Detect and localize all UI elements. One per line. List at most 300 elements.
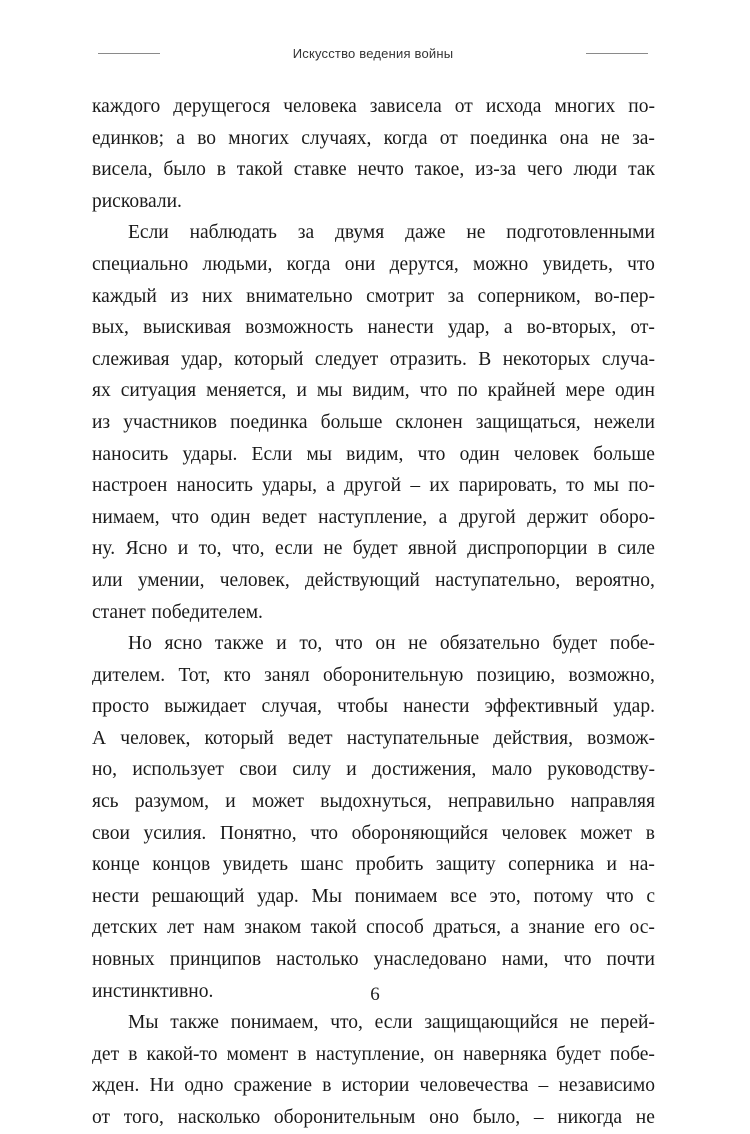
word: А [92, 727, 107, 749]
word: пробить [355, 854, 424, 876]
word: а [326, 475, 335, 497]
word: такой [310, 917, 357, 939]
word: висела, [92, 159, 153, 181]
word: в [645, 822, 655, 844]
text-line [92, 217, 655, 249]
word: увидеть [222, 854, 289, 876]
word: наступление, [318, 506, 428, 528]
word: обороняющийся [351, 822, 488, 844]
word: – [410, 475, 421, 497]
word: силу [292, 759, 331, 781]
word: другой [344, 475, 402, 497]
word: выискивая [143, 317, 232, 339]
word: она [559, 127, 589, 149]
word: ситуация [120, 380, 197, 402]
word: удар. [257, 885, 299, 907]
word: от [92, 1107, 111, 1128]
word: подготовленными [506, 222, 655, 244]
word: нанести [367, 317, 434, 339]
word: видим, [352, 380, 410, 402]
word: диспропорции [467, 538, 588, 560]
word: если [274, 538, 313, 560]
word: из-за [475, 159, 517, 181]
word: нам [203, 917, 235, 939]
text-line [92, 1007, 655, 1039]
word: наверняка [463, 1043, 547, 1065]
text-line [92, 154, 655, 186]
word: а [503, 317, 513, 339]
word: оборонительным [273, 1107, 416, 1128]
word: если [374, 1012, 413, 1034]
word: из [170, 285, 189, 307]
word: можно [473, 253, 529, 275]
paragraph-3 [92, 628, 655, 1007]
word: кто [223, 664, 251, 686]
word: на- [629, 854, 655, 876]
text-line [92, 186, 655, 218]
word: склонен [395, 411, 463, 433]
word: а [176, 127, 185, 149]
word: новных [92, 949, 155, 971]
word: руководству- [547, 759, 655, 781]
word: выдохнуться, [320, 791, 432, 813]
word: нимаем, [92, 506, 160, 528]
word: по [457, 380, 478, 402]
word: Тот, [178, 664, 211, 686]
word: наблюдать [189, 222, 277, 244]
word: вероятно, [575, 569, 655, 591]
word: неправильно [447, 791, 555, 813]
word: по- [628, 475, 655, 497]
word: они [344, 253, 376, 275]
text-line [92, 375, 655, 407]
word: от- [630, 317, 655, 339]
word: удар. [613, 696, 655, 718]
word: действия, [493, 727, 573, 749]
word: а [510, 917, 520, 939]
text-line [92, 407, 655, 439]
word: детских [92, 917, 158, 939]
word: Ясно [125, 538, 168, 560]
word: не [323, 538, 343, 560]
word: не [600, 127, 620, 149]
word: инстинктивно. [92, 980, 214, 1002]
word: за [297, 222, 315, 244]
word: нечто [357, 159, 404, 181]
word: действующий [304, 569, 420, 591]
word: в [128, 1043, 138, 1065]
word: крайней [487, 380, 556, 402]
word: Ни [149, 1075, 175, 1097]
word: больше [320, 411, 383, 433]
word: парировать, [458, 475, 557, 497]
word: понимаем [354, 885, 438, 907]
word: то, [198, 538, 222, 560]
text-line [92, 281, 655, 313]
word: людьми, [202, 253, 273, 275]
word: мы [306, 443, 332, 465]
word: что [627, 253, 655, 275]
word: было, [472, 1107, 521, 1128]
word: наносить [92, 443, 169, 465]
running-head [0, 44, 750, 64]
word: с [646, 885, 655, 907]
word: так [628, 159, 655, 181]
word: такое, [414, 159, 465, 181]
word: перей- [600, 1012, 655, 1034]
text-line [92, 597, 655, 629]
word: выжидает [164, 696, 247, 718]
word: победителем. [151, 601, 263, 623]
word: также [170, 1012, 219, 1034]
word: отразить. [389, 348, 467, 370]
word: них [202, 285, 233, 307]
word: настолько [276, 949, 359, 971]
word: также [214, 633, 264, 655]
word: а [438, 506, 448, 528]
word: может [251, 791, 304, 813]
word: станет [92, 601, 146, 623]
word: нами, [501, 949, 549, 971]
word: наступательно, [435, 569, 561, 591]
word: способ [366, 917, 424, 939]
word: концов [152, 854, 211, 876]
word: меняется, [206, 380, 287, 402]
word: человека [283, 96, 357, 117]
word: обязательно [439, 633, 540, 655]
text-line [92, 565, 655, 597]
text-line [92, 849, 655, 881]
word: многих [228, 127, 289, 149]
word: но, [92, 759, 118, 781]
word: то, [299, 633, 323, 655]
text-line [92, 912, 655, 944]
word: дителем. [92, 664, 166, 686]
word: внимательно [246, 285, 353, 307]
word: некоторых [502, 348, 591, 370]
word: мы [593, 475, 619, 497]
word: его [594, 917, 621, 939]
text-line [92, 1102, 655, 1134]
word: шанс [300, 854, 344, 876]
word: понимаем, [230, 1012, 319, 1034]
body-text [92, 91, 655, 1134]
word: что, [231, 538, 265, 560]
word: увидеть, [542, 253, 613, 275]
word: во-вторых, [526, 317, 617, 339]
paragraph-2 [92, 217, 655, 628]
text-line [92, 344, 655, 376]
word: свои [92, 822, 130, 844]
word: ведет [262, 506, 307, 528]
word: что [419, 380, 448, 402]
word: поединка [469, 127, 548, 149]
word: достижения, [371, 759, 477, 781]
word: человек, [120, 727, 191, 749]
word: чтобы [337, 696, 388, 718]
word: когда [286, 253, 331, 275]
word: в [597, 538, 608, 560]
word: что [417, 443, 446, 465]
word: исхода [485, 96, 542, 117]
word: и [177, 538, 189, 560]
word: что, [330, 1012, 363, 1034]
word: то [566, 475, 585, 497]
word: побе- [609, 1043, 655, 1065]
paragraph-4 [92, 1007, 655, 1133]
text-line [92, 691, 655, 723]
text-line [92, 786, 655, 818]
word: может [580, 822, 633, 844]
word: держит [527, 506, 589, 528]
word: рисковали. [92, 190, 182, 212]
word: Но [128, 633, 152, 655]
text-line [92, 1070, 655, 1102]
word: нанести [403, 696, 470, 718]
word: конце [92, 854, 140, 876]
word: когда [383, 127, 428, 149]
word: человек [501, 822, 567, 844]
word: или [92, 569, 123, 591]
word: и [296, 380, 307, 402]
word: ясь [92, 791, 119, 813]
word: мере [565, 380, 605, 402]
text-line [92, 881, 655, 913]
word: поединка [230, 411, 308, 433]
word: что [171, 506, 199, 528]
word: за- [632, 127, 655, 149]
word: человек [513, 443, 580, 465]
word: ясно [164, 633, 203, 655]
word: даже [405, 222, 446, 244]
word: который [234, 348, 304, 370]
word: оно [429, 1107, 460, 1128]
word: что [310, 822, 339, 844]
text-line [92, 660, 655, 692]
text-line [92, 91, 655, 123]
word: защищаться, [475, 411, 581, 433]
word: наносить [176, 475, 253, 497]
word: побе- [609, 633, 655, 655]
word: от [454, 96, 473, 117]
word: удары. [182, 443, 238, 465]
word: все [450, 885, 477, 907]
word: от [439, 127, 458, 149]
word: дерущегося [173, 96, 271, 117]
word: и [606, 854, 617, 876]
text-line [92, 818, 655, 850]
word: эффективный [484, 696, 599, 718]
word: один [614, 380, 655, 402]
word: зависела [369, 96, 442, 117]
word: защищающийся [424, 1012, 558, 1034]
word: один [210, 506, 251, 528]
word: мы [316, 380, 343, 402]
word: Мы [128, 1012, 159, 1034]
word: истории [341, 1075, 410, 1097]
word: и [276, 633, 287, 655]
word: это, [489, 885, 521, 907]
word: мало [491, 759, 533, 781]
text-line [92, 439, 655, 471]
word: усилия. [143, 822, 207, 844]
word: в [297, 1043, 307, 1065]
running-head-rule-left [98, 53, 160, 54]
word: В [478, 348, 492, 370]
word: наступление, [315, 1043, 425, 1065]
word: какой-то [146, 1043, 218, 1065]
word: больше [593, 443, 655, 465]
word: соперника [508, 854, 595, 876]
word: ос- [629, 917, 655, 939]
word: будет [352, 538, 398, 560]
word: в [216, 159, 226, 181]
word: умении, [137, 569, 205, 591]
word: драться, [433, 917, 501, 939]
word: каждый [92, 285, 157, 307]
word: удары, [262, 475, 317, 497]
running-head-title: Искусство ведения войны [292, 46, 454, 61]
word: защиту [435, 854, 496, 876]
word: нежели [593, 411, 655, 433]
word: просто [92, 696, 150, 718]
word: направляя [570, 791, 655, 813]
word: Если [251, 443, 293, 465]
word: дет [92, 1043, 120, 1065]
word: будет [552, 633, 598, 655]
word: нести [92, 885, 140, 907]
word: каждого [92, 96, 161, 117]
word: ну. [92, 538, 116, 560]
word: независимо [558, 1075, 655, 1097]
text-line [92, 723, 655, 755]
word: оборо- [599, 506, 655, 528]
word: Понятно, [219, 822, 297, 844]
word: и [346, 759, 357, 781]
word: за [447, 285, 465, 307]
text-line [92, 533, 655, 565]
word: двумя [334, 222, 385, 244]
word: жден. [92, 1075, 140, 1097]
word: настроен [92, 475, 168, 497]
text-line [92, 1039, 655, 1071]
word: соперником, [477, 285, 581, 307]
word: случа- [601, 348, 655, 370]
text-line [92, 470, 655, 502]
word: такой [236, 159, 283, 181]
word: слеживая [92, 348, 170, 370]
word: который [204, 727, 274, 749]
word: одно [184, 1075, 224, 1097]
word: явной [408, 538, 457, 560]
text-line [92, 502, 655, 534]
word: унаследовано [373, 949, 487, 971]
word: потому [533, 885, 594, 907]
word: Если [128, 222, 169, 244]
word: свои [239, 759, 278, 781]
word: сражение [233, 1075, 313, 1097]
text-line [92, 754, 655, 786]
word: возможность [245, 317, 354, 339]
word: люди [573, 159, 618, 181]
word: он [433, 1043, 454, 1065]
word: почти [606, 949, 655, 971]
word: чего [526, 159, 563, 181]
word: случая, [261, 696, 322, 718]
word: силе [617, 538, 655, 560]
word: решающий [151, 885, 245, 907]
word: ях [92, 380, 111, 402]
word: удар, [447, 317, 490, 339]
word: во-пер- [594, 285, 655, 307]
text-line [92, 628, 655, 660]
word: не [466, 222, 486, 244]
word: случаях, [301, 127, 372, 149]
word: вых, [92, 317, 129, 339]
word: Мы [311, 885, 342, 907]
word: другой [458, 506, 516, 528]
word: момент [226, 1043, 289, 1065]
word: человек, [219, 569, 290, 591]
word: один [459, 443, 500, 465]
word: и [225, 791, 236, 813]
page-number: 6 [370, 984, 380, 1005]
word: занял [264, 664, 310, 686]
text-line [92, 312, 655, 344]
word: никогда [557, 1107, 623, 1128]
word: разумом, [134, 791, 209, 813]
word: знание [528, 917, 585, 939]
word: во [197, 127, 217, 149]
word: смотрит [366, 285, 435, 307]
word: – [533, 1107, 544, 1128]
word: возможно, [568, 664, 655, 686]
word: он [375, 633, 396, 655]
word: наступательные [346, 727, 480, 749]
word: участников [123, 411, 217, 433]
text-line [92, 123, 655, 155]
word: по- [628, 96, 655, 117]
word: было [163, 159, 206, 181]
word: из [92, 411, 111, 433]
word: что [563, 949, 592, 971]
word: в [322, 1075, 332, 1097]
word: не [569, 1012, 589, 1034]
text-line [92, 249, 655, 281]
word: не [408, 633, 428, 655]
word: что [334, 633, 363, 655]
word: единков; [92, 127, 165, 149]
word: будет [555, 1043, 601, 1065]
word: дерутся, [389, 253, 459, 275]
paragraph-1 [92, 91, 655, 217]
word: – [538, 1075, 549, 1097]
word: того, [123, 1107, 164, 1128]
word: позицию, [476, 664, 556, 686]
word: удар, [180, 348, 223, 370]
word: знаком [244, 917, 302, 939]
word: оборонительную [322, 664, 464, 686]
word: специально [92, 253, 189, 275]
word: следует [314, 348, 379, 370]
word: насколько [177, 1107, 261, 1128]
text-line [92, 944, 655, 976]
running-head-rule-right [586, 53, 648, 54]
word: человечества [419, 1075, 529, 1097]
word: ведет [287, 727, 333, 749]
word: их [429, 475, 450, 497]
word: ставке [293, 159, 347, 181]
